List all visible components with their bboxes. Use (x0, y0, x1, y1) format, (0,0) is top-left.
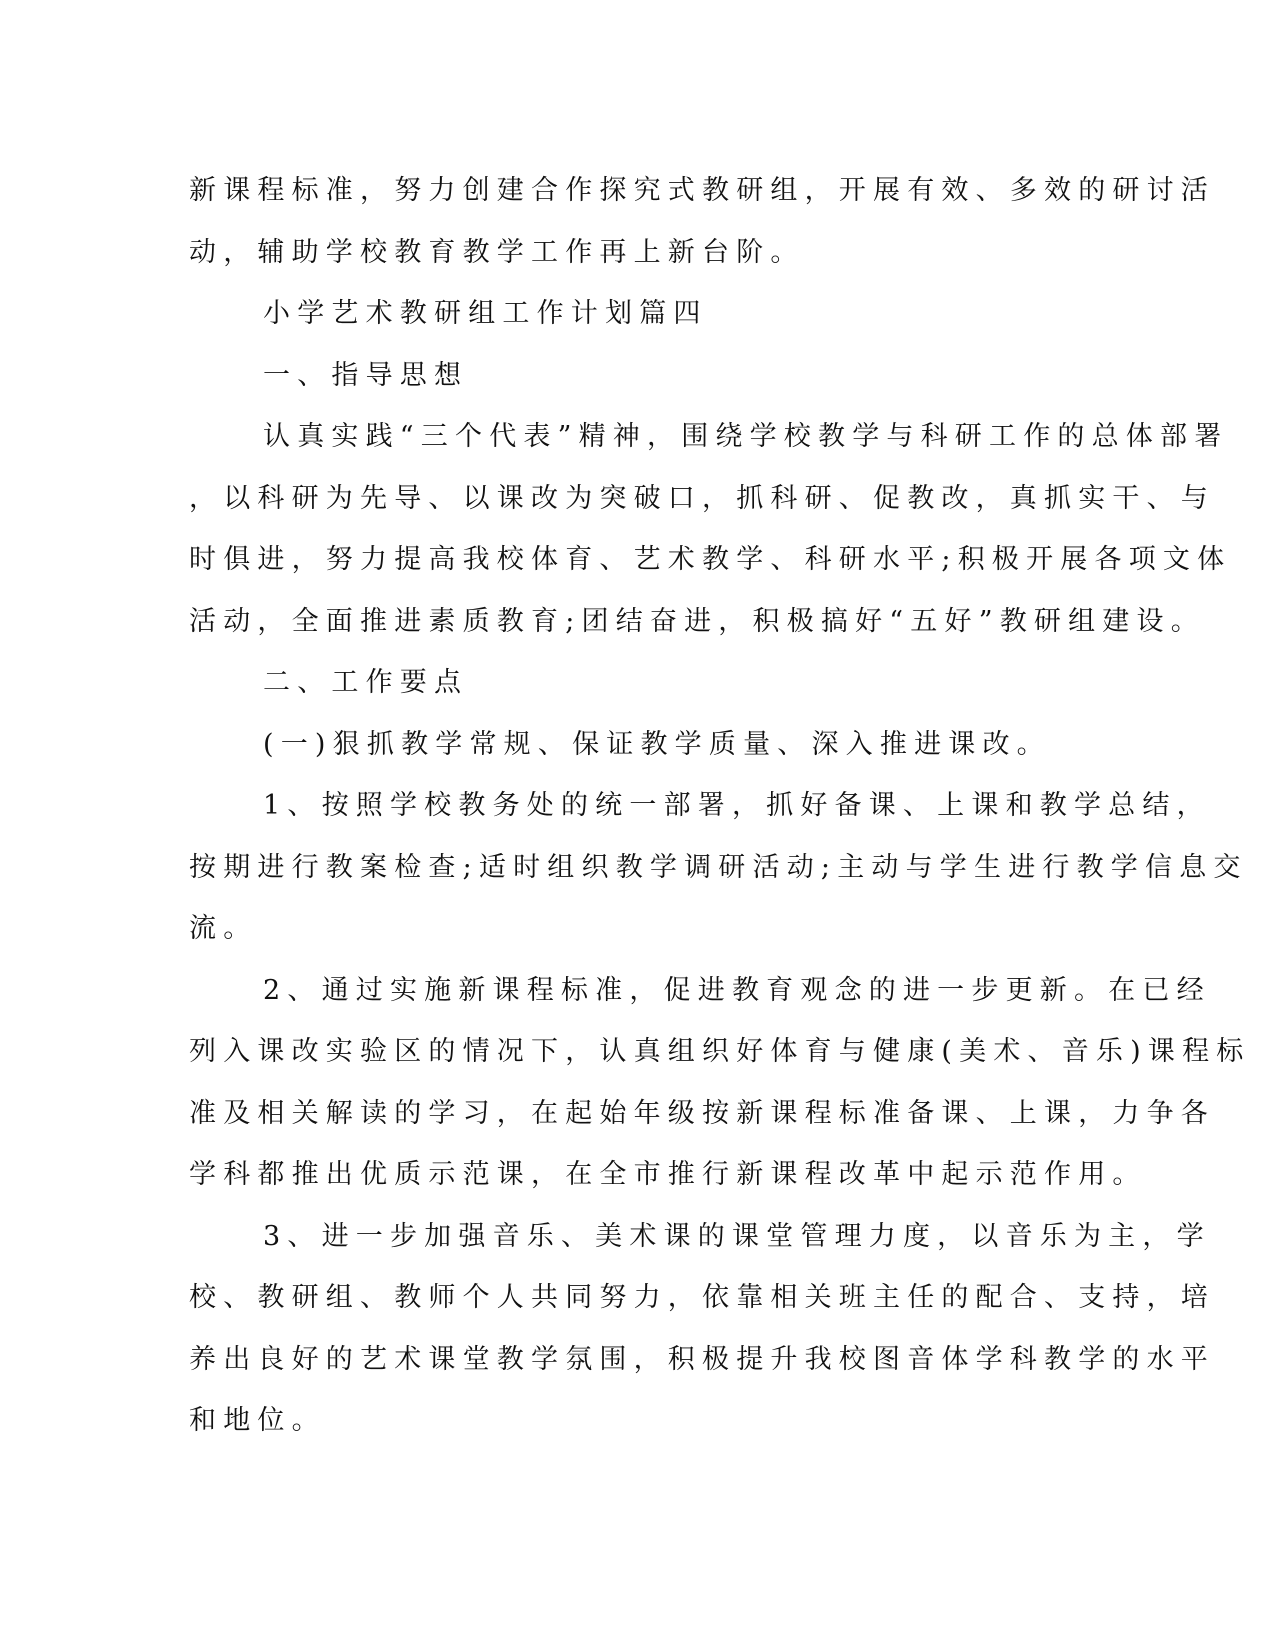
body-text-line: 和地位。 (189, 1405, 326, 1436)
subsection-heading: (一)狠抓教学常规、保证教学质量、深入推进课改。 (263, 728, 1051, 760)
body-text-line: 按期进行教案检查;适时组织教学调研活动;主动与学生进行教学信息交 (189, 851, 1248, 883)
section-heading: 二、工作要点 (263, 667, 469, 698)
body-text-line: 列入课改实验区的情况下，认真组织好体育与健康(美术、音乐)课程标 (189, 1036, 1251, 1067)
paragraph-first-line: 2、通过实施新课程标准，促进教育观念的进一步更新。在已经 (263, 974, 1211, 1006)
body-text-line: 学科都推出优质示范课，在全市推行新课程改革中起示范作用。 (189, 1159, 1147, 1190)
document-body (189, 160, 1251, 1452)
body-text-line: 新课程标准，努力创建合作探究式教研组，开展有效、多效的研讨活 (189, 175, 1215, 206)
body-text-line: 养出良好的艺术课堂教学氛围，积极提升我校图音体学科教学的水平 (189, 1343, 1215, 1375)
body-text-line: 准及相关解读的学习，在起始年级按新课程标准备课、上课，力争各 (189, 1097, 1215, 1129)
body-text-line: 活动，全面推进素质教育;团结奋进，积极搞好“五好”教研组建设。 (189, 605, 1205, 637)
body-text-line: ，以科研为先导、以课改为突破口，抓科研、促教改，真抓实干、与 (189, 482, 1215, 514)
section-heading: 一、指导思想 (263, 359, 469, 391)
body-text-line: 动，辅助学校教育教学工作再上新台阶。 (189, 236, 805, 268)
body-text-line: 流。 (189, 913, 258, 944)
paragraph-first-line: 1、按照学校教务处的统一部署，抓好备课、上课和教学总结， (263, 790, 1211, 821)
paragraph-first-line: 认真实践“三个代表”精神，围绕学校教学与科研工作的总体部署 (263, 421, 1229, 452)
body-text-line: 时俱进，努力提高我校体育、艺术教学、科研水平;积极开展各项文体 (189, 544, 1232, 575)
section-title: 小学艺术教研组工作计划篇四 (263, 298, 708, 329)
body-text-line: 校、教研组、教师个人共同努力，依靠相关班主任的配合、支持，培 (189, 1282, 1215, 1313)
paragraph-first-line: 3、进一步加强音乐、美术课的课堂管理力度，以音乐为主，学 (263, 1220, 1211, 1252)
